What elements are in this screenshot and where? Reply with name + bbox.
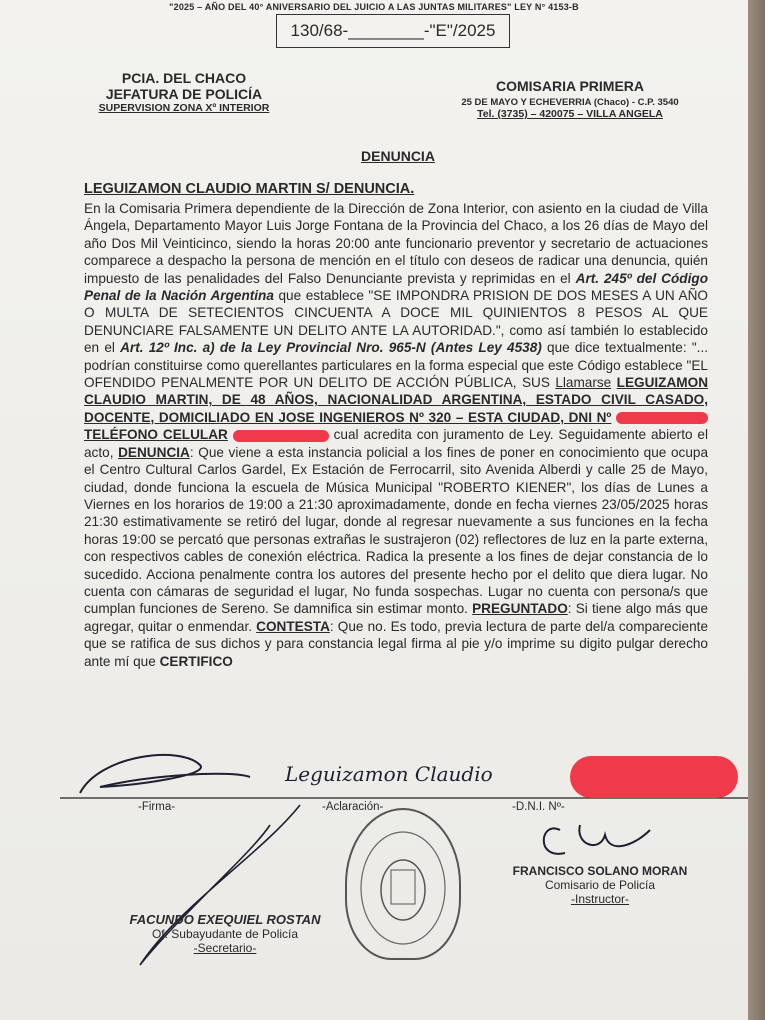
table-background xyxy=(748,0,765,1020)
officer-rank: Comisario de Policía xyxy=(544,878,656,892)
commemorative-banner: "2025 – AÑO DEL 40° ANIVERSARIO DEL JUICIO A LAS JUNTAS MILITARES" LEY N° 4153-B xyxy=(169,2,579,12)
certifico-label: CERTIFICO xyxy=(159,653,233,669)
right-header-line3: Tel. (3735) – 420075 – VILLA ANGELA xyxy=(477,108,663,120)
complainant-signature xyxy=(80,755,250,793)
left-header xyxy=(84,70,284,114)
body-paragraph-intro: En la Comisaria Primera dependiente de la Dirección de Zona Interior, con asiento en la ciudad de Villa Ángela, Departamento Mayor Luis Jorge Fontana de la Provincia del Chaco, a los 26 días de Mayo del año Dos Mil Veinticinco, siendo la horas 20:00 ante funcionario preventor y secretario de actuaciones comparece a despacho la persona de mención en el título con deseos de radicar una denuncia, quién impuesto de las penalidades del Falso Denunciante prevista y reprimidas en el xyxy=(84,201,708,286)
firma-label: -Firma- xyxy=(138,801,176,813)
body-paragraph-oath: cual acredita con juramento de Ley. Seguidamente abierto el acto, xyxy=(84,427,708,460)
body-paragraph-question: : Si tiene algo más que agregar, quitar o enmendar. xyxy=(84,601,709,634)
handwritten-name: Leguizamon Claudio xyxy=(285,762,493,786)
body-paragraph-closing: : Que no. Es todo, previa lectura de parte del/a compareciente que se ratifica de sus dichos y para constancia legal firma al pie y/o imprime su digito pulgar derecho ante mí que xyxy=(84,618,708,669)
redacted-dni-number xyxy=(570,756,738,798)
body-paragraph-quote: que dice textualmente: "... podrían constituirse como querellantes particulares en la forma especial que este Código establece "EL OFENDIDO PENALMENTE POR UN DELITO DE ACCIÓN PÚBLICA, SUS xyxy=(84,340,708,391)
secretary-role: -Secretario- xyxy=(193,941,257,955)
police-stamp xyxy=(345,808,461,960)
case-title: LEGUIZAMON CLAUDIO MARTIN S/ DENUNCIA. xyxy=(84,181,415,197)
body-paragraph-law-text: que establece "SE IMPONDRA PRISION DE DOS MESES A UN AÑO O MULTA DE SETECIENTOS CINCUENTA A DOCE MIL QUINIENTOS 8 PESOS AL QUE DENUNCIARE FALSAMENTE UN DELITO ANTE LA AUTORIDAD.", como así también lo establecido en el xyxy=(84,288,708,356)
law-reference-penal-code: Art. 245º del Código Penal de la Nación Argentina xyxy=(84,270,708,304)
right-header-line2: 25 DE MAYO Y ECHEVERRIA (Chaco) - C.P. 3540 xyxy=(461,97,679,108)
declaration-body xyxy=(84,200,708,670)
officer-role: -Instructor- xyxy=(570,892,629,906)
aclaracion-label: -Aclaración- xyxy=(322,801,384,813)
left-header-line1: PCIA. DEL CHACO xyxy=(121,70,247,86)
secretary-rank: Of. Subayudante de Policía xyxy=(151,927,299,941)
contesta-label: CONTESTA xyxy=(256,618,330,634)
document-title: DENUNCIA xyxy=(361,148,435,164)
complainant-identity: LEGUIZAMON CLAUDIO MARTIN, DE 48 AÑOS, NACIONALIDAD ARGENTINA, ESTADO CIVIL CASADO, DOCENTE, DOMICILIADO EN JOSE INGENIEROS Nº 320 – ESTA CIUDAD, DNI Nº xyxy=(84,375,709,425)
body-paragraph-facts: : Que viene a esta instancia policial a los fines de poner en conocimiento que ocupa el Centro Cultural Carlos Gardel, Ex Estación de Ferrocarril, sito Avenida Alberdi y calle 25 de Mayo, ciudad, donde funciona la escuela de Música Municipal "ROBERTO KIENER", los días de Lunes a Viernes en los horarios de 19:00 a 21:30 aproximadamente, donde en fecha viernes 23/05/2025 horas 21:30 estimativamente se retiró del lugar, donde al regresar nuevamente a sus funciones en la fecha horas 19:00 se percató que personas extrañas le sustrajeron (02) reflectores de luz en la parte externa, con respectivos cables de conexión eléctrica. Radica la presente a los fines de dejar constancia de lo sucedido. Acciona penalmente contra los autores del presente hecho por el delito que diera lugar. No cuenta con cámaras de seguridad el lugar, No funda sospechas. Lugar no cuenta con persona/s que cumplan funciones de Sereno. Se damnifica sin estimar monto. xyxy=(84,444,708,617)
law-reference-provincial: Art. 12º Inc. a) de la Ley Provincial Nro. 965-N (Antes Ley 4538) xyxy=(120,340,542,356)
stamp-emblem xyxy=(347,810,459,958)
right-header-line1: COMISARIA PRIMERA xyxy=(495,78,645,94)
preguntado-label: PREGUNTADO xyxy=(472,601,568,617)
redacted-dni xyxy=(616,412,708,424)
phone-label: TELÉFONO CELULAR xyxy=(84,427,228,443)
secretary-block xyxy=(110,912,340,955)
dni-label: -D.N.I. Nº- xyxy=(512,801,565,813)
left-header-line3: SUPERVISION ZONA Xº INTERIOR xyxy=(98,102,270,114)
officer-name: FRANCISCO SOLANO MORAN xyxy=(512,864,688,878)
denuncia-label: DENUNCIA xyxy=(118,444,190,460)
left-header-line2: JEFATURA DE POLICÍA xyxy=(105,86,263,102)
redacted-phone xyxy=(233,430,329,442)
file-number-box: 130/68-________-"E"/2025 xyxy=(276,14,510,48)
secretary-name: FACUNDO EXEQUIEL ROSTAN xyxy=(129,912,321,927)
llamarse-label: Llamarse xyxy=(555,375,612,391)
officer-signature xyxy=(544,825,650,854)
right-header xyxy=(420,78,720,120)
officer-block xyxy=(500,864,700,906)
